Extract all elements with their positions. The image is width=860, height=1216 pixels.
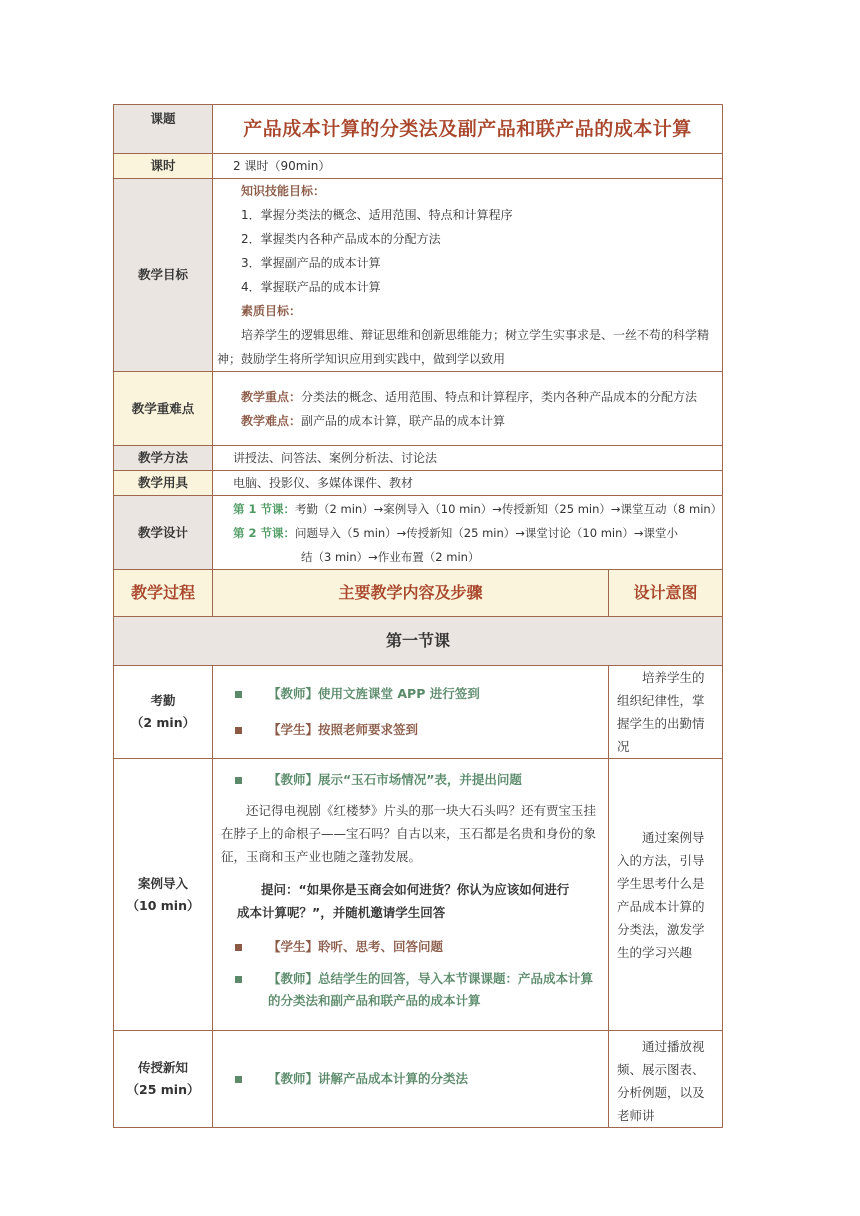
case-story: 还记得电视剧《红楼梦》片头的那一块大石头吗？还有贾宝玉挂在脖子上的命根子——宝石吗？自古以来，玉石都是名贵和身份的象征，玉商和玉产业也随之蓬勃发展。 [221,803,597,864]
design-content [213,496,723,570]
key-points-content [213,372,723,446]
case-teacher-summary: 【教师】总结学生的回答，导入本节课课题：产品成本计算 [268,971,594,986]
case-teacher-summary-cont: 的分类法和副产品和联产品的成本计算 [268,993,481,1008]
key-title: 教学重点： [241,389,302,404]
methods-value: 讲授法、问答法、案例分析法、讨论法 [213,446,723,471]
case-question: 提问：“如果你是玉商会如何进货？你认为应该如何进行 [261,882,570,897]
key-points-label: 教学重难点 [114,372,213,446]
case-student: 【学生】聆听、思考、回答问题 [268,939,444,954]
page-title: 产品成本计算的分类法及副产品和联产品的成本计算 [213,105,723,154]
tools-value: 电脑、投影仪、多媒体课件、教材 [213,471,723,496]
design-label: 教学设计 [114,496,213,570]
session1-text: 考勤（2 min）→案例导入（10 min）→传授新知（25 min）→课堂互动（8 min） [295,501,723,516]
key-text: 分类法的概念、适用范围、特点和计算程序，类内各种产品成本的分配方法 [301,389,698,404]
session1-title: 第 1 节课： [233,501,296,516]
knowledge-title: 知识技能目标： [241,184,326,198]
teach-intent-text: 通过播放视频、展示图表、分析例题，以及老师讲 [617,1039,705,1123]
case-time: （10 min） [126,897,200,913]
bullet-icon [235,777,242,784]
lesson-plan [113,104,722,1128]
case-intent [609,759,723,1031]
attendance-label: 考勤 [150,693,176,708]
session2-text-cont: 结（3 min）→作业布置（2 min） [301,549,480,564]
section-title: 第一节课 [114,617,723,666]
bullet-icon [235,691,242,698]
session2-text: 问题导入（5 min）→传授新知（25 min）→课堂讨论（10 min）→课堂小 [295,525,679,540]
teach-intent [609,1031,723,1128]
bullet-icon [235,944,242,951]
case-content [213,759,609,1031]
goals-content [213,179,723,372]
teach-content [213,1031,609,1128]
tools-label: 教学用具 [114,471,213,496]
methods-label: 教学方法 [114,446,213,471]
attendance-intent-text: 培养学生的组织纪律性，掌握学生的出勤情况 [617,670,705,754]
teach-time: （25 min） [126,1082,200,1097]
content-col-header: 主要教学内容及步骤 [213,570,609,617]
process-col-header: 教学过程 [114,570,213,617]
knowledge-item: 2．掌握类内各种产品成本的分配方法 [241,232,441,246]
attendance-teacher: 【教师】使用文旌课堂 APP 进行签到 [268,686,480,701]
attendance-student: 【学生】按照老师要求签到 [268,722,419,737]
hard-title: 教学难点： [241,413,302,428]
attendance-content [213,666,609,759]
intent-col-header: 设计意图 [609,570,723,617]
bullet-icon [235,727,242,734]
teach-teacher: 【教师】讲解产品成本计算的分类法 [268,1071,469,1086]
quality-title: 素质目标： [241,304,302,318]
session2-title: 第 2 节课： [233,525,296,540]
bullet-icon [235,976,242,983]
topic-label: 课题 [114,105,213,154]
bullet-icon [235,1076,242,1083]
knowledge-item: 4．掌握联产品的成本计算 [241,280,381,294]
case-intent-text: 通过案例导入的方法，引导学生思考什么是产品成本计算的分类法，激发学生的学习兴趣 [617,829,705,960]
hours-label: 课时 [114,154,213,179]
hard-text: 副产品的成本计算，联产品的成本计算 [301,413,506,428]
attendance-time: （2 min） [130,715,196,730]
lesson-plan-table [113,104,723,1128]
case-label-cell [114,759,213,1031]
quality-text: 培养学生的逻辑思维、辩证思维和创新思维能力；树立学生实事求是、一丝不苟的科学精神；鼓励学生将所学知识应用到实践中，做到学以致用 [217,328,710,366]
knowledge-item: 3．掌握副产品的成本计算 [241,256,381,270]
case-question-cont: 成本计算呢？”，并随机邀请学生回答 [237,905,446,920]
attendance-label-cell [114,666,213,759]
knowledge-item: 1．掌握分类法的概念、适用范围、特点和计算程序 [241,208,513,222]
case-label: 案例导入 [137,875,188,891]
attendance-intent [609,666,723,759]
goals-label: 教学目标 [114,179,213,372]
hours-value: 2 课时（90min） [213,154,723,179]
teach-label: 传授新知 [137,1060,188,1075]
teach-label-cell [114,1031,213,1128]
case-teacher-show: 【教师】展示“玉石市场情况”表，并提出问题 [268,772,522,787]
